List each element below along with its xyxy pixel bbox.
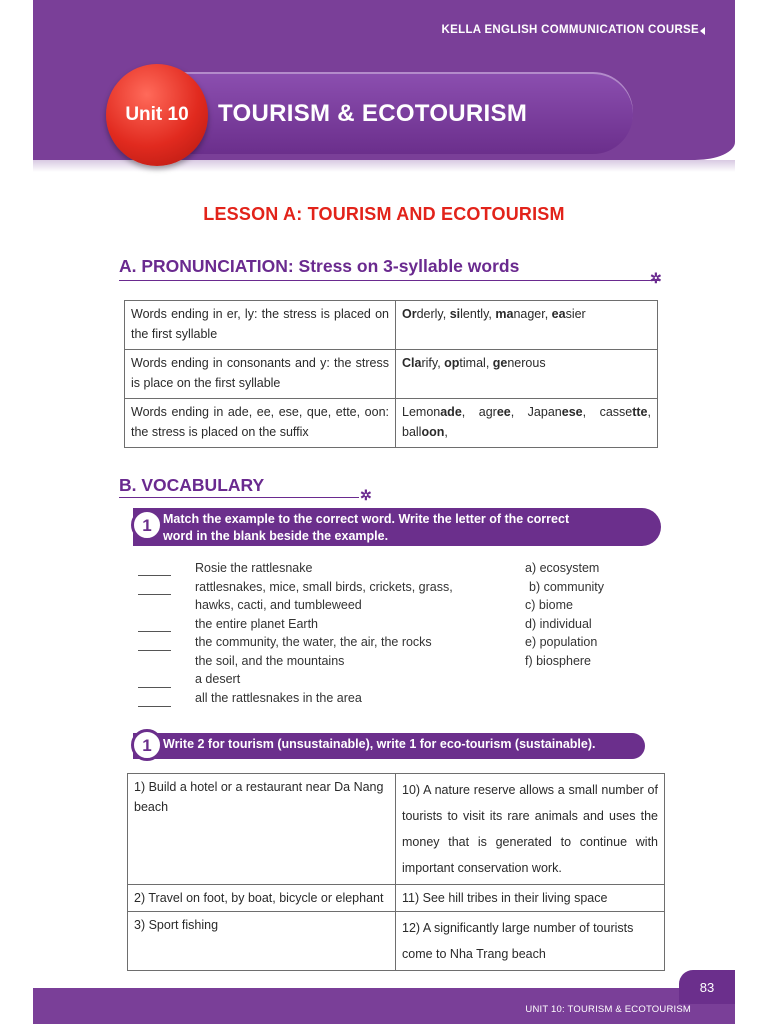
word-option: c) biome	[525, 598, 573, 612]
answer-blank[interactable]	[138, 706, 171, 707]
answer-blank[interactable]	[138, 687, 171, 688]
example-item: Rosie the rattlesnake	[195, 561, 313, 575]
page-number: 83	[679, 970, 735, 1004]
unstressed-part: rify,	[421, 356, 445, 370]
exercise-2-instruction	[133, 733, 645, 759]
stress-syllable: ade	[440, 405, 462, 419]
word-option: a) ecosystem	[525, 561, 600, 575]
unstressed-part: sier	[565, 307, 586, 321]
answer-blank[interactable]	[138, 650, 171, 651]
table-cell: 3) Sport fishing	[128, 912, 396, 971]
answer-blank[interactable]	[138, 575, 171, 576]
rule-cell: Words ending in er, ly: the stress is placed on the first syllable	[125, 301, 396, 350]
example-item: hawks, cacti, and tumbleweed	[195, 598, 362, 612]
example-item: the community, the water, the air, the rocks	[195, 635, 432, 649]
word-option: f) biosphere	[525, 654, 592, 668]
rule-cell: Words ending in consonants and y: the stress is place on the first syllable	[125, 350, 396, 399]
swirl-icon: ✲	[650, 270, 662, 286]
textbook-page	[33, 0, 735, 1024]
example-cell	[396, 350, 658, 399]
example-item: a desert	[195, 672, 241, 686]
instruction-line: Match the example to the correct word. Write the letter of the correct	[163, 512, 570, 526]
footer-text: UNIT 10: TOURISM & ECOTOURISM	[525, 1004, 691, 1015]
stress-syllable: Or	[402, 307, 417, 321]
unstressed-part: , agr	[461, 405, 497, 419]
exercise-number-badge: 1	[131, 509, 163, 541]
unstressed-part: derly,	[416, 307, 450, 321]
stress-syllable: op	[444, 356, 460, 370]
stress-syllable: oon	[421, 425, 445, 439]
answer-blank[interactable]	[138, 594, 171, 595]
example-item: the entire planet Earth	[195, 617, 318, 631]
example-cell	[396, 399, 658, 448]
stress-syllable: ee	[496, 405, 511, 419]
unstressed-part: , casse	[582, 405, 633, 419]
example-cell	[396, 301, 658, 350]
unstressed-part: nager,	[513, 307, 552, 321]
stress-syllable: ge	[492, 356, 508, 370]
stress-syllable: ea	[551, 307, 566, 321]
stress-syllable: tte	[632, 405, 648, 419]
instruction-line: word in the blank beside the example.	[163, 529, 389, 543]
word-option: e) population	[525, 635, 598, 649]
lesson-title: LESSON A: TOURISM AND ECOTOURISM	[203, 204, 565, 224]
exercise-1-instruction	[133, 508, 661, 546]
table-row	[128, 774, 665, 885]
course-name: KELLA ENGLISH COMMUNICATION COURSE	[441, 24, 699, 36]
stress-syllable: ma	[495, 307, 514, 321]
tourism-table	[127, 773, 665, 971]
unstressed-part: Lemon	[402, 405, 441, 419]
section-b-title: B. VOCABULARY	[119, 475, 265, 495]
table-row	[125, 301, 658, 350]
table-cell: 10) A nature reserve allows a small number of tourists to visit its rare animals and uses the money that is generated to continue with important conservation work.	[396, 774, 665, 885]
unstressed-part: timal,	[459, 356, 493, 370]
word-option: b) community	[529, 580, 605, 594]
table-cell: 11) See hill tribes in their living space	[396, 885, 665, 912]
unstressed-part: lently,	[460, 307, 496, 321]
table-row	[125, 350, 658, 399]
stress-syllable: si	[449, 307, 461, 321]
table-row	[128, 912, 665, 971]
section-a-title: A. PRONUNCIATION: Stress on 3-syllable words	[119, 256, 520, 276]
section-a-underline	[119, 280, 659, 281]
unstressed-part: , Japan	[510, 405, 562, 419]
instruction-text	[163, 511, 569, 545]
word-option: d) individual	[525, 617, 592, 631]
table-cell: 12) A significantly large number of tourists come to Nha Trang beach	[396, 912, 665, 971]
stress-syllable: ese	[561, 405, 583, 419]
unstressed-part: , ball	[402, 405, 651, 439]
table-cell: 1) Build a hotel or a restaurant near Da Nang beach	[128, 774, 396, 885]
unit-badge: Unit 10	[106, 64, 208, 166]
example-item: rattlesnakes, mice, small birds, crickets, grass,	[195, 580, 453, 594]
table-cell: 2) Travel on foot, by boat, bicycle or elephant	[128, 885, 396, 912]
instruction-text: Write 2 for tourism (unsustainable), write 1 for eco-tourism (sustainable).	[163, 737, 596, 751]
example-item: all the rattlesnakes in the area	[195, 691, 362, 705]
answer-blank[interactable]	[138, 631, 171, 632]
unstressed-part: ,	[444, 425, 448, 439]
course-arrow-icon	[700, 27, 705, 35]
rule-cell: Words ending in ade, ee, ese, que, ette, oon: the stress is placed on the suffix	[125, 399, 396, 448]
unstressed-part: nerous	[507, 356, 546, 370]
table-row	[128, 885, 665, 912]
pronunciation-table	[124, 300, 658, 448]
unit-title: TOURISM & ECOTOURISM	[218, 100, 528, 127]
example-item: the soil, and the mountains	[195, 654, 345, 668]
stress-syllable: Cla	[402, 356, 422, 370]
section-b-underline	[119, 497, 359, 498]
table-row	[125, 399, 658, 448]
exercise-number-badge: 1	[131, 729, 163, 761]
page-header	[33, 0, 735, 172]
swirl-icon: ✲	[360, 487, 372, 503]
